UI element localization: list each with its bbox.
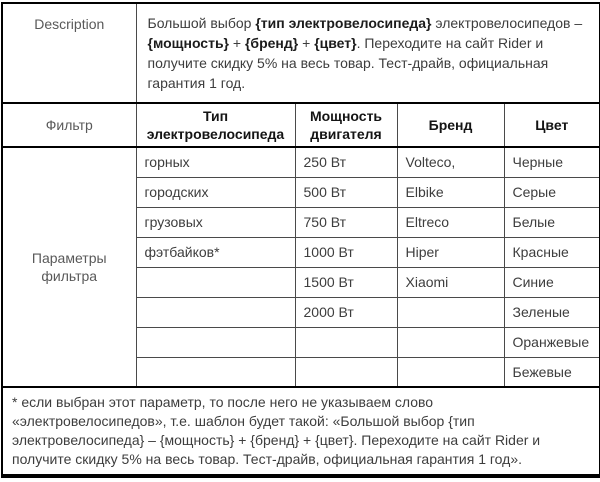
footnote-row (2, 387, 600, 476)
seo-template-table (1, 2, 600, 478)
cell-brand (397, 327, 504, 357)
filter-row-label: Фильтр (2, 103, 136, 147)
column-header-brand: Бренд (397, 103, 504, 147)
cell-color: Красные (504, 237, 600, 267)
cell-type: городских (136, 177, 295, 207)
cell-power (295, 357, 397, 387)
column-header-color: Цвет (504, 103, 600, 147)
description-text-segment: . Переходите на сайт Rider и получите скидку 5% на весь товар. Тест-драйв, официальная гарантия 1 год. (147, 35, 549, 91)
description-row (2, 3, 600, 103)
template-placeholder: {мощность} (147, 35, 230, 51)
cell-power (295, 327, 397, 357)
cell-type (136, 357, 295, 387)
filter-header-row (2, 103, 600, 147)
cell-type: фэтбайков* (136, 237, 295, 267)
template-placeholder: {цвет} (314, 35, 357, 51)
cell-brand: Eltreco (397, 207, 504, 237)
column-header-power: Мощность двигателя (295, 103, 397, 147)
description-text-segment: электровелосипедов – (431, 15, 583, 31)
cell-brand (397, 357, 504, 387)
cell-color: Синие (504, 267, 600, 297)
cell-power: 250 Вт (295, 147, 397, 177)
column-header-type: Тип электровелосипеда (136, 103, 295, 147)
cell-type (136, 327, 295, 357)
cell-power: 2000 Вт (295, 297, 397, 327)
template-placeholder: {тип электровелосипеда} (255, 15, 432, 31)
cell-brand: Elbike (397, 177, 504, 207)
cell-color: Серые (504, 177, 600, 207)
cell-power: 1500 Вт (295, 267, 397, 297)
description-text-segment: + (298, 35, 315, 51)
cell-color: Зеленые (504, 297, 600, 327)
cell-color: Бежевые (504, 357, 600, 387)
table-row (2, 147, 600, 177)
cell-brand: Hiper (397, 237, 504, 267)
cell-type (136, 267, 295, 297)
description-text-segment: Большой выбор (147, 15, 256, 31)
cell-brand (397, 297, 504, 327)
footnote-text: * если выбран этот параметр, то после него не указываем слово «электровелосипедов», т.е. шаблон будет такой: «Большой выбор {тип электровелосипеда} – {мощность} + {бренд} + {цвет}. Переходите на сайт Rider и получите скидку 5% на весь товар. Тест-драйв, официальная гарантия 1 год». (2, 387, 600, 476)
cell-power: 750 Вт (295, 207, 397, 237)
cell-type: горных (136, 147, 295, 177)
cell-type: грузовых (136, 207, 295, 237)
cell-brand: Volteco, (397, 147, 504, 177)
description-text-segment: + (229, 35, 245, 51)
cell-power: 1000 Вт (295, 237, 397, 267)
cell-color: Черные (504, 147, 600, 177)
cell-type (136, 297, 295, 327)
cell-brand: Xiaomi (397, 267, 504, 297)
template-placeholder: {бренд} (244, 35, 299, 51)
description-template-text (136, 3, 600, 103)
cell-color: Белые (504, 207, 600, 237)
cell-color: Оранжевые (504, 327, 600, 357)
cell-power: 500 Вт (295, 177, 397, 207)
filter-params-row-label: Параметры фильтра (2, 147, 136, 387)
description-row-label: Description (2, 3, 136, 103)
